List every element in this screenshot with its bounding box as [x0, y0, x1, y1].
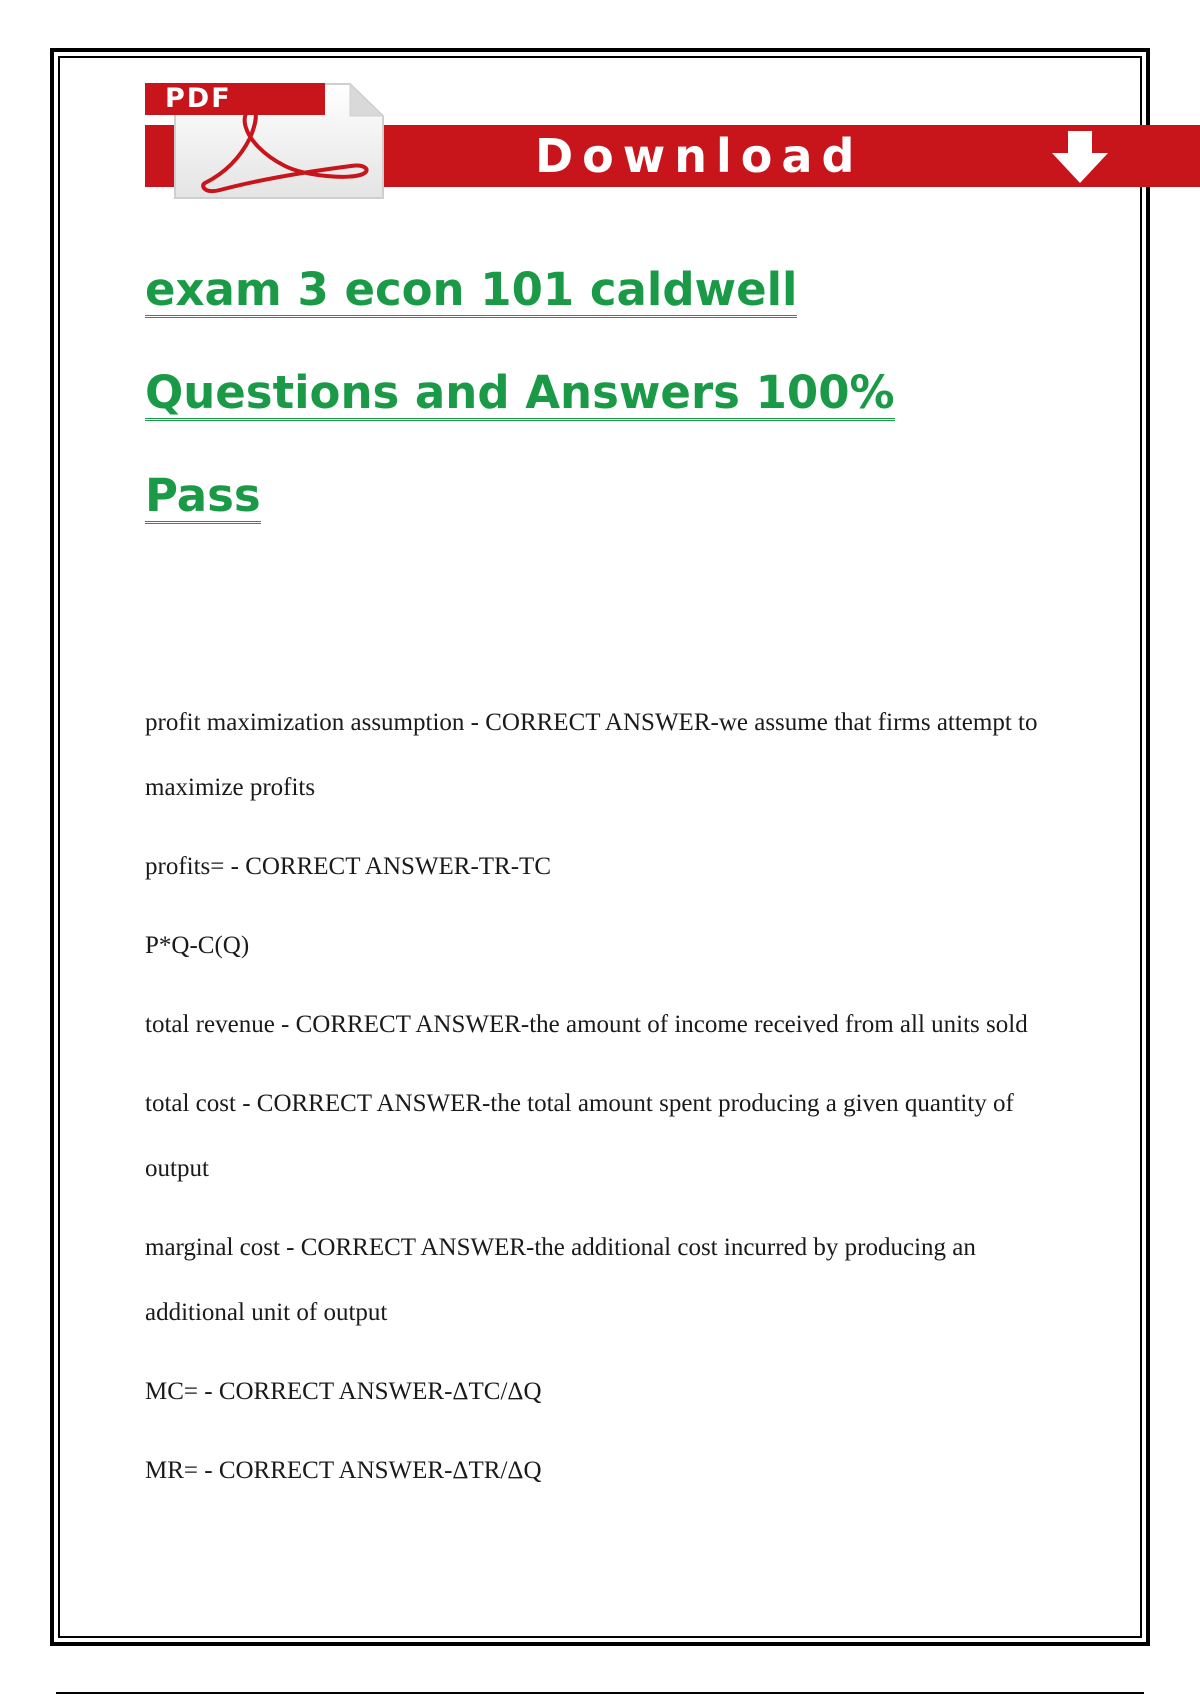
qa-list — [145, 690, 1045, 1503]
qa-item: total revenue - CORRECT ANSWER-the amount of income received from all units sold — [145, 1011, 1028, 1038]
document-title[interactable] — [145, 238, 1045, 547]
title-line[interactable]: Questions and Answers 100% — [145, 366, 895, 419]
pdf-download-banner[interactable] — [145, 78, 1200, 203]
qa-item: profits= - CORRECT ANSWER-TR-TC — [145, 853, 552, 880]
qa-item: profit maximization assumption - CORRECT ANSWER-we assume that firms attempt to maximize profits — [145, 709, 1038, 801]
qa-item: P*Q-C(Q) — [145, 932, 250, 959]
qa-item: total cost - CORRECT ANSWER-the total amount spent producing a given quantity of output — [145, 1090, 1014, 1182]
pdf-label: PDF — [145, 83, 325, 115]
qa-item: MR= - CORRECT ANSWER-ΔTR/ΔQ — [145, 1457, 542, 1484]
download-arrow-icon — [1050, 131, 1110, 183]
qa-item: MC= - CORRECT ANSWER-ΔTC/ΔQ — [145, 1378, 542, 1405]
qa-item: marginal cost - CORRECT ANSWER-the additional cost incurred by producing an additional unit of output — [145, 1234, 976, 1326]
download-label: Download — [535, 129, 864, 183]
title-line[interactable]: Pass — [145, 469, 261, 522]
bottom-rule — [56, 1692, 1144, 1694]
title-line[interactable]: exam 3 econ 101 caldwell — [145, 263, 798, 316]
